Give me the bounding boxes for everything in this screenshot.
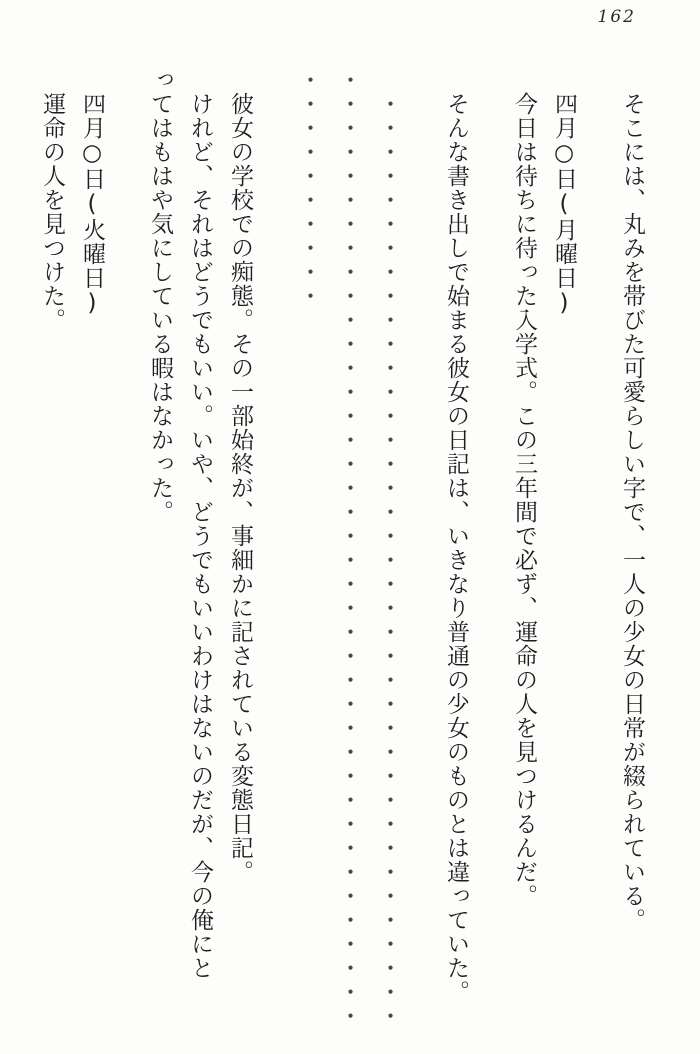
page-number: 162	[598, 7, 636, 27]
text-column-narration: ってはもはや気にしている暇はなかった。	[140, 68, 180, 1030]
text-column-narration: そこには、丸みを帯びた可愛らしい字で、一人の少女の日常が綴られている。	[612, 68, 652, 1054]
text-column-diary: 四月○日(月曜日)	[544, 68, 584, 1054]
text-column-diary: 四月○日(火曜日)	[72, 68, 112, 1054]
text-column-redacted: ・・・・・・・・・・	[288, 68, 328, 1030]
text-column-diary: 今日は待ちに待った入学式。この三年間で必ず、運命の人を見つけるんだ。	[504, 68, 544, 1054]
text-column-redacted: ・・・・・・・・・・・・・・・・・・・・・・・・・・・・・・・・・・・・・・・	[368, 68, 408, 1054]
text-column-redacted: ・・・・・・・・・・・・・・・・・・・・・・・・・・・・・・・・・・・・・・・・	[328, 68, 368, 1030]
text-column-narration: そんな書き出しで始まる彼女の日記は、いきなり普通の少女のものとは違っていた。	[436, 68, 476, 1054]
text-body	[32, 68, 652, 1030]
text-column-diary: 運命の人を見つけた。	[32, 68, 72, 1054]
text-column-narration: 彼女の学校での痴態。その一部始終が、事細かに記されている変態日記。	[220, 68, 260, 1054]
text-column-narration: けれど、それはどうでもいい。いや、どうでもいいわけはないのだが、今の俺にと	[180, 68, 220, 1054]
